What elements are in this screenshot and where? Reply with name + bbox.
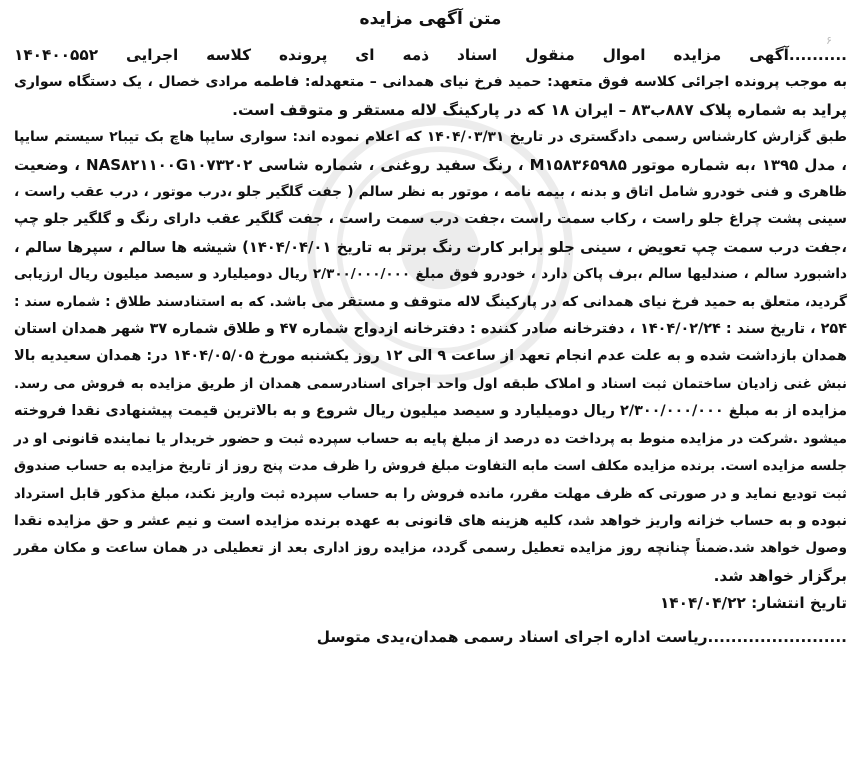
body-line: ..........آگهی مزایده اموال منقول اسناد ذمه ای پرونده کلاسه اجرایی ۱۴۰۴۰۰۵۵۲ — [14, 46, 847, 64]
body-line: ظاهری و فنی خودرو شامل اتاق و بدنه ، بیمه نامه ، موتور به نظر سالم ( جفت گلگیر جلو ،درب موتور ، درب عقب راست ، — [14, 184, 847, 201]
signature-line: ........................ریاست اداره اجرای اسناد رسمی همدان،یدی متوسل — [316, 627, 847, 646]
body-line: گردید، متعلق به حمید فرخ نیای همدانی که در پارکینگ لاله متوقف و مستقر می باشد. که به استنادسند طلاق : شماره سند : — [14, 293, 847, 310]
body-line: وصول خواهد شد.ضمناً چنانچه روز مزایده تعطیل رسمی گردد، مزایده روز اداری بعد از تعطیلی در همان ساعت و مکان مقرر — [14, 540, 847, 557]
body-line: نبش غنی زادیان ساختمان ثبت اسناد و املاک طبقه اول واحد اجرای اسنادرسمی همدان از طریق مزایده به فروش می رسد. — [14, 375, 847, 392]
body-line: نبوده و به حساب خزانه واریز خواهد شد، کلیه هزینه های قانونی به عهده برنده مزایده است و نیم عشر و حق مزایده نقدا — [14, 512, 847, 529]
body-line: جلسه مزایده است. برنده مزایده مکلف است مابه التفاوت مبلغ فروش را ظرف مدت پنج روز از تاریخ مزایده به حساب صندوق — [14, 458, 847, 475]
body-line: به موجب پرونده اجرائی کلاسه فوق متعهد: حمید فرخ نیای همدانی – متعهدله: فاطمه مرادی خصال ، یک دستگاه سواری — [14, 74, 847, 91]
body-line: همدان بازداشت شده و به علت عدم انجام تعهد از ساعت ۹ الی ۱۲ روز یکشنبه مورخ ۱۴۰۴/۰۵/۰۵ در: همدان سعیدیه بالا — [14, 348, 847, 365]
body-line: مزایده از به مبلغ ۲/۳۰۰/۰۰۰/۰۰۰ ریال دومیلیارد و سیصد میلیون ریال شروع و به بالاترین قیمت پیشنهادی نقدا فروخته — [14, 403, 847, 420]
body-line: ۲۵۴ ، تاریخ سند : ۱۴۰۴/۰۲/۲۴ ، دفترخانه صادر کننده : دفترخانه ازدواج شماره ۴۷ و طلاق شماره ۳۷ شهر همدان استان — [14, 321, 847, 338]
notice-title: متن آگهی مزایده — [359, 9, 502, 29]
body-line: سینی پشت چراغ جلو راست ، رکاب سمت راست ،جفت درب سمت راست ، جفت گلگیر عقب دارای رنگ و گلگیر جلو چپ — [14, 211, 847, 228]
body-line: داشبورد سالم ، صندلیها سالم ،برف پاکن دارد ، خودرو فوق مبلغ ۲/۳۰۰/۰۰۰/۰۰۰ ریال دومیلیارد و سیصد میلیون ریال ارزیابی — [14, 266, 847, 283]
body-line: برگزار خواهد شد. — [713, 566, 847, 585]
body-line: پراید به شماره پلاک ۸۸۷ب۸۳ – ایران ۱۸ که در پارکینگ لاله مستقر و متوقف است. — [232, 100, 847, 119]
corner-mark: ۶ — [826, 34, 832, 47]
notice-body — [14, 42, 847, 618]
body-line: ، مدل ۱۳۹۵ ،به شماره موتور M۱۵۸۳۶۵۹۸۵ ، رنگ سفید روغنی ، شماره شاسی NAS۸۲۱۱۰۰G۱۰۷۳۲۰۲ ، وضعیت — [14, 155, 848, 174]
body-line: طبق گزارش کارشناس رسمی دادگستری در تاریخ ۱۴۰۴/۰۳/۳۱ که اعلام نموده اند: سواری سایپا هاچ بک تیبا۲ سیستم سایپا — [14, 129, 847, 146]
body-line: میشود .شرکت در مزایده منوط به پرداخت ده درصد از مبلغ پایه به حساب سپرده ثبت و حضور خریدار یا نماینده قانونی او در — [14, 430, 847, 447]
publish-date: تاریخ انتشار: ۱۴۰۴/۰۴/۲۲ — [659, 594, 847, 613]
body-line: ثبت تودیع نماید و در صورتی که ظرف مهلت مقرر، مانده فروش را به حساب سپرده ثبت واریز نکند، مبلغ مذکور قابل استرداد — [14, 485, 847, 502]
body-line: ،جفت درب سمت چپ تعویض ، سینی جلو برابر کارت رنگ برتر به تاریخ ۱۴۰۴/۰۴/۰۱) شیشه ها سالم ، سپرها سالم ، — [14, 238, 847, 256]
